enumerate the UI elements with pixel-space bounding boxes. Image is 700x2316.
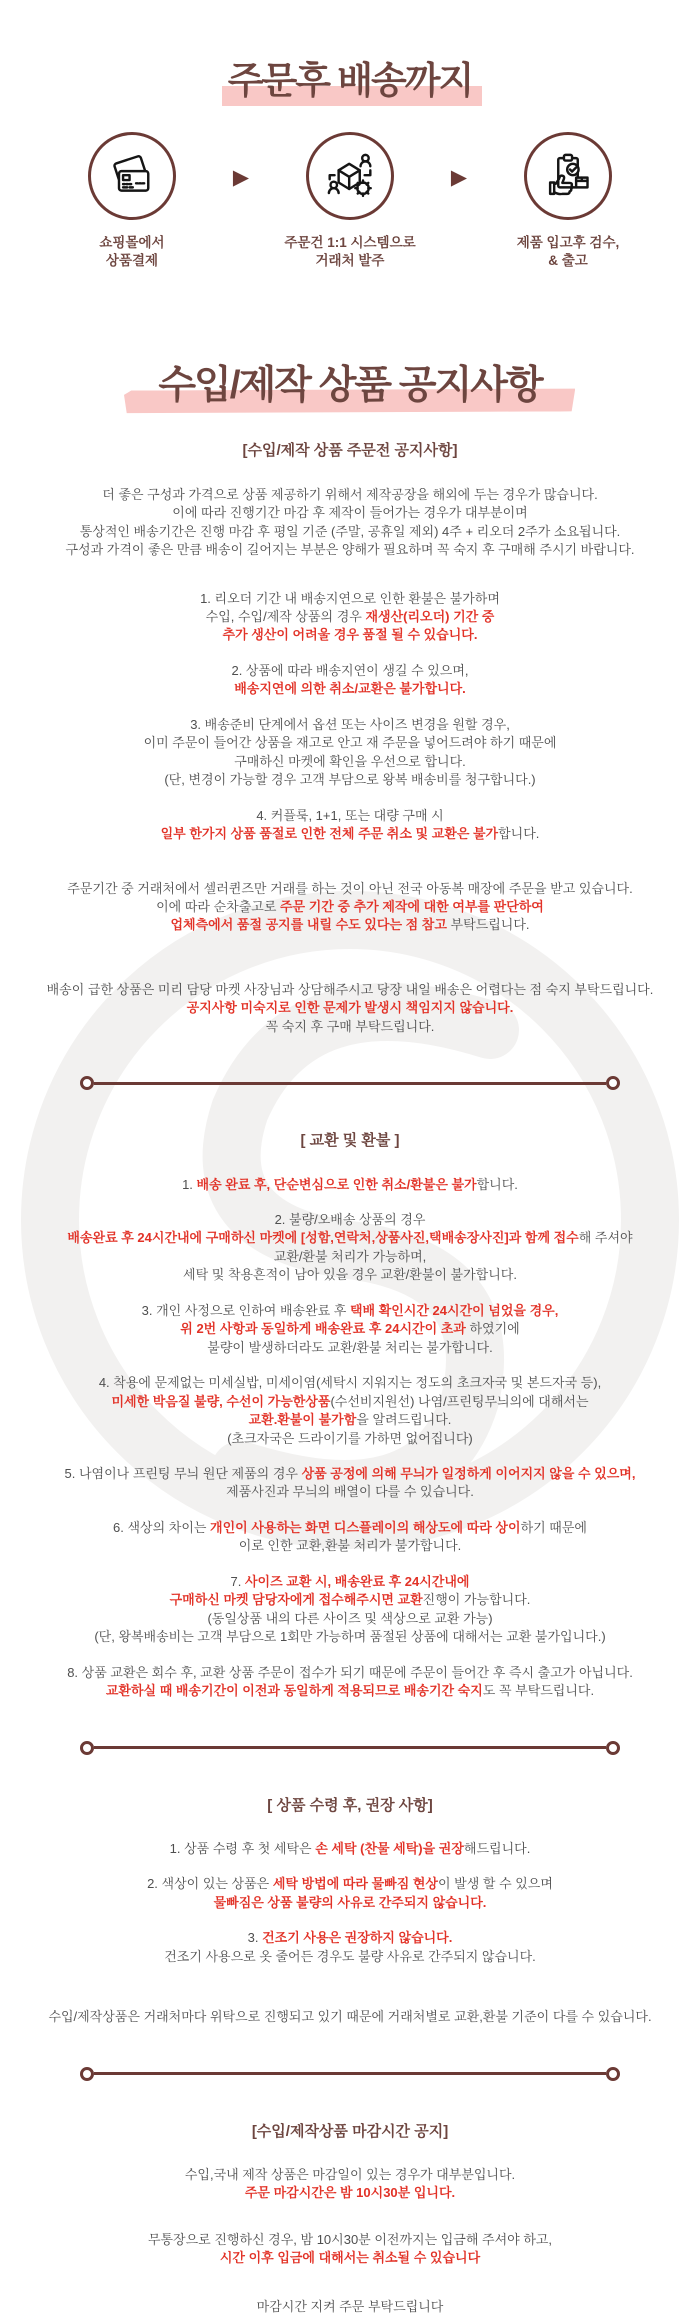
notice-line xyxy=(8,1393,692,1411)
body-text: 이미 주문이 들어간 상품을 재고로 안고 재 주문을 넣어드려야 하기 때문에 xyxy=(143,735,557,751)
notice-paragraph xyxy=(8,2166,692,2203)
divider-dot xyxy=(606,1076,620,1090)
notice-line xyxy=(8,1682,692,1700)
notice-line xyxy=(8,716,692,734)
notice-line xyxy=(8,1948,692,1966)
notice-line xyxy=(8,1610,692,1628)
notice-line xyxy=(8,1248,692,1266)
notice-line xyxy=(8,1664,692,1682)
notice-line xyxy=(8,1211,692,1229)
body-text: 해드립니다. xyxy=(463,1840,531,1856)
section-divider xyxy=(80,1741,620,1755)
body-text: 수입,국내 제작 상품은 마감일이 있는 경우가 대부분입니다. xyxy=(184,2166,516,2182)
divider-dot xyxy=(606,1741,620,1755)
notice-paragraph xyxy=(8,1573,692,1647)
notice-line xyxy=(8,1176,692,1194)
notice-line xyxy=(8,1411,692,1429)
notice-section xyxy=(8,1795,692,2027)
banner-title-text: 수입/제작 상품 공지사항 xyxy=(158,364,542,408)
body-text: 더 좋은 구성과 가격으로 상품 제공하기 위해서 제작공장을 해외에 두는 경우가 많습니다. xyxy=(102,486,598,502)
body-text: 4. 착용에 문제없는 미세실밥, 미세이염(세탁시 지워지는 정도의 초크자국 및 본드자국 등), xyxy=(98,1375,602,1391)
body-text: 5. 나염이나 프린팅 무늬 원단 제품의 경우 xyxy=(64,1465,302,1481)
notice-line xyxy=(8,590,692,608)
body-text: 수입/제작상품은 거래처마다 위탁으로 진행되고 있기 때문에 거래처별로 교환,환불 기준이 다를 수 있습니다. xyxy=(48,2009,652,2025)
notice-paragraph xyxy=(8,1664,692,1701)
body-text: 불량이 발생하더라도 교환/환불 처리는 불가합니다. xyxy=(207,1339,493,1355)
body-text: (수선비지원선) 나염/프린팅무늬의에 대해서는 xyxy=(330,1393,589,1409)
notice-section xyxy=(8,1130,692,1700)
body-text: 진행이 가능합니다. xyxy=(422,1592,531,1608)
notice-paragraph xyxy=(8,1465,692,1502)
divider-line xyxy=(94,1746,606,1749)
notice-line xyxy=(8,825,692,843)
emphasis-text: 교환.환불이 불가함 xyxy=(248,1412,357,1428)
arrow-right-icon: ▶ xyxy=(450,166,468,189)
emphasis-text: 사이즈 교환 시, 배송완료 후 24시간내에 xyxy=(244,1573,470,1589)
emphasis-text: 업체측에서 품절 공지를 내릴 수도 있다는 점 참고 xyxy=(170,917,447,933)
body-text: 꼭 숙지 후 구매 부탁드립니다. xyxy=(265,1018,435,1034)
notice-line xyxy=(8,1573,692,1591)
body-text: 하였기에 xyxy=(465,1321,520,1337)
body-text: 1. 리오더 기간 내 배송지연으로 인한 환불은 불가하며 xyxy=(200,590,500,606)
notice-paragraph xyxy=(8,1929,692,1966)
notice-line xyxy=(8,999,692,1017)
divider-dot xyxy=(606,2067,620,2081)
body-text: 3. xyxy=(247,1930,263,1946)
notice-paragraph xyxy=(8,1374,692,1448)
sections xyxy=(8,440,692,2316)
notice-line xyxy=(8,608,692,626)
body-text: 4. 커플룩, 1+1, 또는 대량 구매 시 xyxy=(256,807,444,823)
notice-line xyxy=(8,1302,692,1320)
notice-line xyxy=(8,1465,692,1483)
notice-line xyxy=(8,1018,692,1036)
body-text: 2. 불량/오배송 상품의 경우 xyxy=(274,1212,426,1227)
order-process-steps xyxy=(0,132,700,270)
step-icon-circle xyxy=(306,132,394,220)
notice-line xyxy=(8,1339,692,1357)
notice-paragraph xyxy=(8,981,692,1036)
emphasis-text: 배송완료 후 24시간내에 구매하신 마켓에 [성함,연락처,상품사진,택배송장사진]과 함께 접수 xyxy=(67,1230,579,1246)
step-label-line: & 출고 xyxy=(548,253,588,269)
body-text: 마감시간 지켜 주문 부탁드립니다 xyxy=(256,2298,444,2314)
body-text: 이에 따라 진행기간 마감 후 제작이 들어가는 경우가 대부분이며 xyxy=(172,505,528,521)
section-header: [수입/제작상품 마감시간 공지] xyxy=(251,2122,449,2140)
emphasis-text: 일부 한가지 상품 품절로 인한 전체 주문 취소 및 교환은 불가 xyxy=(160,826,499,842)
step-icon-circle xyxy=(524,132,612,220)
step-label xyxy=(43,234,221,270)
notice-line xyxy=(8,1266,692,1284)
notice-line xyxy=(8,1840,692,1858)
notice-line xyxy=(8,1519,692,1537)
body-text: 이 발생 할 수 있으며 xyxy=(438,1876,553,1892)
body-text: (동일상품 내의 다른 사이즈 및 색상으로 교환 가능) xyxy=(207,1610,493,1626)
body-text: 1. 상품 수령 후 첫 세탁은 xyxy=(169,1840,316,1856)
step-payment xyxy=(43,132,221,270)
divider-dot xyxy=(80,1076,94,1090)
body-text: 6. 색상의 차이는 xyxy=(113,1519,211,1535)
body-text: 교환/환불 처리가 가능하며, xyxy=(273,1248,427,1264)
section-header: [수입/제작 상품 주문전 공지사항] xyxy=(242,442,458,460)
divider-dot xyxy=(80,2067,94,2081)
emphasis-text: 교환하실 때 배송기간이 이전과 동일하게 적용되므로 배송기간 숙지 xyxy=(105,1683,483,1699)
banner-block xyxy=(0,354,700,410)
body-text: 3. 개인 사정으로 인하여 배송완료 후 xyxy=(141,1302,350,1318)
notice-line xyxy=(8,2249,692,2267)
notice-paragraph xyxy=(8,2298,692,2316)
notice-line xyxy=(8,662,692,680)
body-text: (단, 왕복배송비는 고객 부담으로 1회만 가능하며 품절된 상품에 대해서는 교환 불가입니다.) xyxy=(94,1629,606,1645)
body-text: 7. xyxy=(230,1573,245,1589)
emphasis-text: 추가 생산이 어려울 경우 품절 될 수 있습니다. xyxy=(222,627,478,643)
page-title-text: 주문후 배송까지 xyxy=(227,60,473,101)
notice-line xyxy=(8,753,692,771)
body-text: 2. 상품에 따라 배송지연이 생길 수 있으며, xyxy=(231,662,469,678)
notice-line xyxy=(8,1320,692,1338)
body-text: 제품사진과 무늬의 배열이 다를 수 있습니다. xyxy=(226,1484,474,1500)
divider-line xyxy=(94,2072,606,2075)
emphasis-text: 건조기 사용은 권장하지 않습니다. xyxy=(262,1930,453,1946)
notice-line xyxy=(8,504,692,522)
notice-line xyxy=(8,541,692,559)
notice-line xyxy=(8,1374,692,1392)
divider-dot xyxy=(80,1741,94,1755)
body-text: 8. 상품 교환은 회수 후, 교환 상품 주문이 접수가 되기 때문에 주문이 들어간 후 즉시 출고가 아닙니다. xyxy=(67,1664,633,1680)
notice-paragraph xyxy=(8,1875,692,1912)
notice-line xyxy=(8,2008,692,2026)
notice-line xyxy=(8,1483,692,1501)
step-label-line: 상품결제 xyxy=(105,253,159,269)
emphasis-text: 공지사항 미숙지로 인한 문제가 발생시 책임지지 않습니다. xyxy=(186,1000,514,1016)
body-text: 배송이 급한 상품은 미리 담당 마켓 사장님과 상담해주시고 당장 내일 배송은 어렵다는 점 숙지 부탁드립니다. xyxy=(46,981,654,997)
order-system-icon xyxy=(324,150,376,202)
emphasis-text: 물빠짐은 상품 불량의 사유로 간주되지 않습니다. xyxy=(213,1894,487,1910)
emphasis-text: 개인이 사용하는 화면 디스플레이의 해상도에 따라 상이 xyxy=(210,1519,521,1535)
notice-line xyxy=(8,2184,692,2202)
section-header: [ 교환 및 환불 ] xyxy=(300,1132,400,1150)
notice-line xyxy=(8,916,692,934)
body-text: 구성과 가격이 좋은 만큼 배송이 길어지는 부분은 양해가 필요하며 꼭 숙지 후 구매해 주시기 바랍니다. xyxy=(65,542,635,558)
body-text: 이에 따라 순차출고로 xyxy=(156,898,280,914)
section-divider xyxy=(80,2067,620,2081)
notice-paragraph xyxy=(8,1840,692,1858)
body-text: 구매하신 마켓에 확인을 우선으로 합니다. xyxy=(234,753,466,769)
notice-line xyxy=(8,1591,692,1609)
notice-section xyxy=(8,440,692,1036)
body-text: 부탁드립니다. xyxy=(446,917,530,933)
body-text: 이로 인한 교환,환불 처리가 불가합니다. xyxy=(238,1538,462,1554)
step-icon-circle xyxy=(88,132,176,220)
banner-title xyxy=(158,354,541,410)
notice-line xyxy=(8,1929,692,1947)
body-text: 건조기 사용으로 옷 줄어든 경우도 불량 사유로 간주되지 않습니다. xyxy=(164,1948,536,1964)
notice-paragraph xyxy=(8,1211,692,1285)
notice-line xyxy=(8,523,692,541)
step-label-line: 주문건 1:1 시스템으로 xyxy=(284,235,416,250)
notice-line xyxy=(8,486,692,504)
divider-line xyxy=(94,1082,606,1085)
step-inspection xyxy=(479,132,657,270)
body-text: 합니다. xyxy=(476,1176,518,1192)
step-label-line: 제품 입고후 검수, xyxy=(516,235,620,250)
body-text: 을 알려드립니다. xyxy=(356,1412,452,1428)
notice-line xyxy=(8,1537,692,1555)
emphasis-text: 배송 완료 후, 단순변심으로 인한 취소/환불은 불가 xyxy=(196,1176,477,1192)
notice-line xyxy=(8,2231,692,2249)
body-text: 해 주셔야 xyxy=(578,1230,633,1246)
notice-section xyxy=(8,2121,692,2316)
hero-title-block xyxy=(0,50,700,104)
notice-paragraph xyxy=(8,590,692,645)
emphasis-text: 손 세탁 (찬물 세탁)을 권장 xyxy=(315,1840,464,1856)
notice-paragraph xyxy=(8,880,692,935)
emphasis-text: 주문 기간 중 추가 제작에 대한 여부를 판단하여 xyxy=(279,898,544,914)
step-label xyxy=(261,234,439,270)
body-text: 3. 배송준비 단계에서 옵션 또는 사이즈 변경을 원할 경우, xyxy=(190,716,510,732)
emphasis-text: 택배 확인시간 24시간이 넘었을 경우, xyxy=(349,1302,559,1318)
emphasis-text: 미세한 박음질 불량, 수선이 가능한상품 xyxy=(111,1393,331,1409)
notice-paragraph xyxy=(8,1519,692,1556)
body-text: 하기 때문에 xyxy=(520,1519,587,1535)
body-text: (단, 변경이 가능할 경우 고객 부담으로 왕복 배송비를 청구합니다.) xyxy=(164,772,536,788)
body-text: 합니다. xyxy=(498,826,540,842)
emphasis-text: 위 2번 사항과 동일하게 배송완료 후 24시간이 초과 xyxy=(180,1321,466,1337)
notice-line xyxy=(8,2166,692,2184)
body-text: 도 꼭 부탁드립니다. xyxy=(482,1683,595,1699)
notice-line xyxy=(8,807,692,825)
step-order-system xyxy=(261,132,439,270)
notice-paragraph xyxy=(8,807,692,844)
page-title xyxy=(228,50,472,104)
step-label-line: 거래처 발주 xyxy=(315,253,385,269)
notice-paragraph xyxy=(8,716,692,790)
notice-line xyxy=(8,2298,692,2316)
step-label-line: 쇼핑몰에서 xyxy=(99,235,165,250)
body-text: 1. xyxy=(182,1176,197,1192)
notice-line xyxy=(8,880,692,898)
notice-line xyxy=(8,1894,692,1912)
body-text: (초크자국은 드라이기를 가하면 없어집니다) xyxy=(227,1430,473,1446)
notice-line xyxy=(8,1430,692,1448)
notice-line xyxy=(8,1229,692,1247)
body-text: 수입, 수입/제작 상품의 경우 xyxy=(205,609,366,624)
body-text: 세탁 및 착용흔적이 남아 있을 경우 교환/환불이 불가합니다. xyxy=(183,1267,517,1283)
emphasis-text: 배송지연에 의한 취소/교환은 불가합니다. xyxy=(234,681,466,697)
body-text: 2. 색상이 있는 상품은 xyxy=(147,1876,273,1892)
section-header: [ 상품 수령 후, 권장 사항] xyxy=(267,1796,433,1814)
notice-paragraph xyxy=(8,2008,692,2026)
body-text: 통상적인 배송기간은 진행 마감 후 평일 기준 (주말, 공휴일 제외) 4주 + 리오더 2주가 소요됩니다. xyxy=(79,523,621,539)
body-text: 무통장으로 진행하신 경우, 밤 10시30분 이전까지는 입금해 주셔야 하고, xyxy=(147,2231,553,2247)
notice-line xyxy=(8,981,692,999)
emphasis-text: 시간 이후 입금에 대해서는 취소될 수 있습니다 xyxy=(219,2250,481,2266)
emphasis-text: 구매하신 마켓 담당자에게 접수해주시면 교환 xyxy=(169,1592,423,1608)
notice-paragraph xyxy=(8,2231,692,2268)
emphasis-text: 상품 공정에 의해 무늬가 일정하게 이어지지 않을 수 있으며, xyxy=(301,1465,636,1481)
step-label xyxy=(479,234,657,270)
notice-paragraph xyxy=(8,1176,692,1194)
notice-line xyxy=(8,1875,692,1893)
notice-line xyxy=(8,898,692,916)
credit-card-icon xyxy=(106,150,158,202)
notice-page xyxy=(0,50,700,2314)
emphasis-text: 주문 마감시간은 밤 10시30분 입니다. xyxy=(244,2185,456,2201)
emphasis-text: 세탁 방법에 따라 물빠짐 현상 xyxy=(272,1876,438,1892)
emphasis-text: 재생산(리오더) 기간 중 xyxy=(365,609,495,624)
section-divider xyxy=(80,1076,620,1090)
notice-paragraph xyxy=(8,1302,692,1357)
notice-paragraph xyxy=(8,662,692,699)
notice-line xyxy=(8,680,692,698)
notice-line xyxy=(8,771,692,789)
arrow-right-icon: ▶ xyxy=(232,166,250,189)
notice-line xyxy=(8,734,692,752)
notice-line xyxy=(8,626,692,644)
notice-line xyxy=(8,1628,692,1646)
notice-paragraph xyxy=(8,486,692,560)
body-text: 주문기간 중 거래처에서 셀러퀸즈만 거래를 하는 것이 아닌 전국 아동복 매장에 주문을 받고 있습니다. xyxy=(67,880,633,896)
inspection-shipping-icon xyxy=(542,150,594,202)
